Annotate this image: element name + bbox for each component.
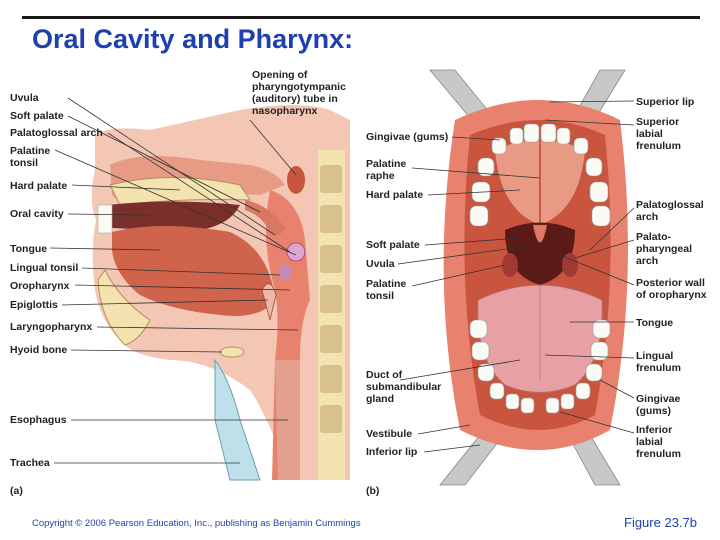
label-tongue: Tongue (10, 243, 48, 255)
label-superior-lip: Superior lip (636, 96, 695, 108)
label-esophagus: Esophagus (10, 414, 67, 426)
label-palatoglossal-arch: Palatoglossal arch (10, 127, 103, 139)
label-palatopharyngeal-arch: Palato- pharyngeal arch (636, 231, 693, 267)
label-oropharynx: Oropharynx (10, 280, 70, 292)
label-uvula: Uvula (10, 92, 39, 104)
label-inferior-labial-frenulum: Inferior labial frenulum (636, 424, 681, 460)
label-inferior-lip: Inferior lip (366, 446, 418, 458)
label-lingual-frenulum: Lingual frenulum (636, 350, 681, 374)
panel-b-tag: (b) (366, 485, 380, 497)
label-epiglottis: Epiglottis (10, 299, 58, 311)
label-hard-palate-b: Hard palate (366, 189, 424, 201)
label-uvula-b: Uvula (366, 258, 395, 270)
sagittal-section-illustration (82, 105, 357, 480)
label-laryngopharynx: Laryngopharynx (10, 321, 93, 333)
label-soft-palate-b: Soft palate (366, 239, 420, 251)
label-palatine-raphe: Palatine raphe (366, 158, 407, 182)
label-duct-of-submandibular-gland: Duct of submandibular gland (366, 369, 442, 405)
label-gingivae-gums-b: Gingivae (gums) (636, 393, 681, 417)
label-opening-of-tube: Opening of pharyngotympanic (auditory) tube in nasopharynx (252, 69, 346, 117)
label-posterior-wall-of-oropharynx: Posterior wall of oropharynx (636, 277, 707, 301)
label-hard-palate: Hard palate (10, 180, 68, 192)
label-trachea: Trachea (10, 457, 50, 469)
label-gingivae-gums: Gingivae (gums) (366, 131, 449, 143)
label-oral-cavity: Oral cavity (10, 208, 64, 220)
label-palatine-tonsil-b: Palatine tonsil (366, 278, 407, 302)
label-tongue-b: Tongue (636, 317, 674, 329)
figure-number: Figure 23.7b (624, 515, 697, 530)
label-lingual-tonsil: Lingual tonsil (10, 262, 79, 274)
label-palatoglossal-arch-b: Palatoglossal arch (636, 199, 704, 223)
panel-b-right-labels (636, 96, 708, 460)
label-vestibule: Vestibule (366, 428, 413, 440)
copyright-notice: Copyright © 2006 Pearson Education, Inc., publishing as Benjamin Cummings (32, 518, 361, 529)
panel-a-tag: (a) (10, 485, 23, 497)
page-title: Oral Cavity and Pharynx: (32, 24, 354, 54)
label-soft-palate: Soft palate (10, 110, 64, 122)
label-superior-labial-frenulum: Superior labial frenulum (636, 116, 681, 152)
label-palatine-tonsil: Palatine tonsil (10, 145, 51, 169)
label-hyoid-bone: Hyoid bone (10, 344, 68, 356)
